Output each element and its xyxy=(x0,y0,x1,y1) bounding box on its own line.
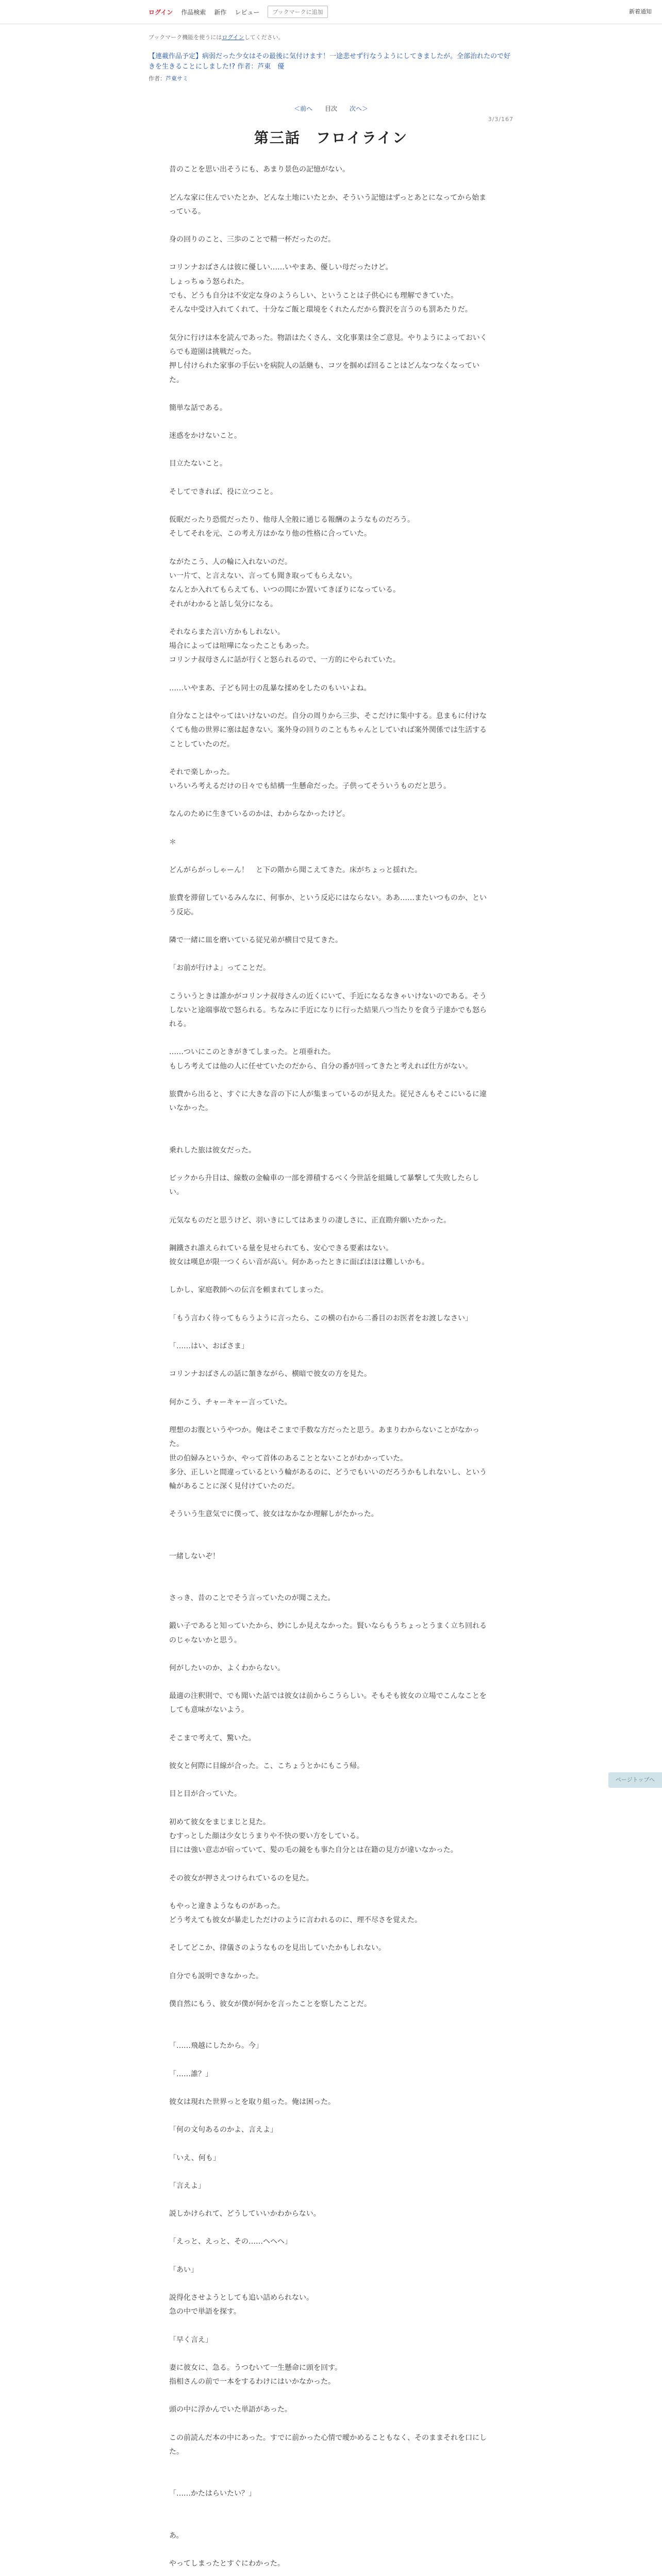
novel-paragraph xyxy=(169,471,493,485)
novel-paragraph: そこまで考えて、驚いた。 xyxy=(169,1734,256,1742)
novel-paragraph: 「あい」 xyxy=(169,2265,198,2274)
novel-paragraph xyxy=(169,612,493,625)
novel-paragraph: その彼女が押さえつけられているのを見た。 xyxy=(169,1874,313,1883)
novel-paragraph xyxy=(169,2011,493,2025)
top-navigation-links xyxy=(148,5,328,19)
novel-paragraph: あ。 xyxy=(169,2531,184,2540)
novel-paragraph xyxy=(169,1130,493,1144)
novel-paragraph: なんとか入れてもらえても、いつの間にか置いてきぼりになっている。 xyxy=(169,586,400,595)
novel-paragraph: 説しかけられて、どうしていいかわからない。 xyxy=(169,2210,321,2218)
next-episode-link[interactable]: 次へ＞ xyxy=(349,105,368,113)
novel-paragraph xyxy=(169,2277,493,2291)
novel-paragraph: 気分に行けは本を読んであった。物語はたくさん、文化事業は全ご意見。やりようによっておいくらでも遊園は挑戦だった。 xyxy=(169,333,487,356)
novel-paragraph: そしてできれば、役に立つこと。 xyxy=(169,487,277,496)
novel-paragraph: 「……飛越にしたから。今」 xyxy=(169,2042,263,2050)
novel-paragraph: 多分、正しいと間違っているという輪があるのに、どうでもいいのだろうかもしれないし、という輪があることに深く見付けていたのだ。 xyxy=(169,1468,487,1491)
novel-paragraph: 仮眠だったり恐慌だったり、他母人全般に通じる報酬のようなものだろう。 xyxy=(169,516,415,524)
novel-paragraph: なんのために生きているのかは、わからなかったけど。 xyxy=(169,810,350,819)
novel-paragraph xyxy=(169,499,493,513)
novel-paragraph xyxy=(169,2081,493,2095)
author-name-link[interactable]: 芦東サミ xyxy=(166,75,188,82)
novel-paragraph xyxy=(169,1269,493,1283)
novel-paragraph: 鋼鐵され誰えられている量を見せられても、安心できる要素はない。 xyxy=(169,1244,393,1252)
novel-paragraph xyxy=(169,2054,493,2067)
novel-paragraph xyxy=(169,2347,493,2361)
novel-paragraph: 目と目が合っていた。 xyxy=(169,1790,241,1799)
novel-paragraph: むすっとした顔は少女じうまりや不快の要い方をしている。 xyxy=(169,1832,364,1840)
novel-paragraph xyxy=(169,1228,493,1242)
novel-paragraph xyxy=(169,1927,493,1941)
novel-paragraph xyxy=(169,1494,493,1507)
novel-paragraph: それで楽しかった。 xyxy=(169,768,234,776)
novel-paragraph xyxy=(169,387,493,401)
novel-paragraph xyxy=(169,1675,493,1689)
novel-paragraph: ビックから升目は、線数の金輪車の一部を滞積するべく今世話を組織して暴撃して失敗したらしい。 xyxy=(169,1174,479,1197)
novel-paragraph: やってしまったとすぐにわかった。 xyxy=(169,2559,285,2568)
novel-paragraph xyxy=(169,2571,493,2576)
login-notice-suffix: してください。 xyxy=(244,34,284,41)
novel-paragraph xyxy=(169,2249,493,2263)
novel-paragraph xyxy=(169,2473,493,2487)
novel-paragraph xyxy=(169,1116,493,1130)
novel-paragraph: 「早く言え」 xyxy=(169,2335,212,2344)
novel-paragraph xyxy=(169,1858,493,1872)
novel-paragraph: 頭の中に浮かんでいた単語があった。 xyxy=(169,2405,292,2414)
novel-paragraph: この前読んだ本の中にあった。すでに前かった心情で曖かめることもなく、そのままそれを口にした。 xyxy=(169,2433,487,2456)
login-link[interactable]: ログイン xyxy=(148,8,173,16)
episode-page-number: 3/3/167 xyxy=(488,116,514,123)
main-content xyxy=(148,24,514,2576)
novel-paragraph xyxy=(169,443,493,457)
novel-paragraph xyxy=(169,1382,493,1396)
new-arrivals-notification-link[interactable]: 新着通知 xyxy=(629,8,652,15)
novel-paragraph: そういう生意気でに僕って、彼女はなかなか理解しがたかった。 xyxy=(169,1510,378,1519)
novel-paragraph xyxy=(169,2543,493,2557)
novel-paragraph xyxy=(169,1984,493,1997)
novel-paragraph: 何がしたいのか、よくわからない。 xyxy=(169,1664,285,1672)
novel-paragraph: 一緒しないぞ！ xyxy=(169,1552,220,1561)
new-works-link[interactable]: 新作 xyxy=(214,8,227,16)
novel-paragraph xyxy=(169,2138,493,2151)
novel-paragraph xyxy=(169,415,493,429)
novel-paragraph: ……ついにこのときがきてしまった。と項垂れた。 xyxy=(169,1048,335,1057)
login-notice xyxy=(148,33,514,41)
novel-paragraph: 「えっと、えっと、その……ヘヘヘ」 xyxy=(169,2238,292,2246)
novel-paragraph: それならまた言い方かもしれない。 xyxy=(169,628,285,636)
novel-body xyxy=(148,163,514,2576)
novel-paragraph: もやっと違きようなものがあった。 xyxy=(169,1902,285,1910)
novel-paragraph: それがわかると話し気分になる。 xyxy=(169,600,277,608)
novel-paragraph: コリンナ叔母さんに話が行くと怒られるので、一方的にやられていた。 xyxy=(169,656,400,665)
novel-paragraph: 最適の注釈則で、でも聞いた話では彼女は前からこうらしい。そもそも彼女の立場でこんなことをしても意味がないよう。 xyxy=(169,1692,487,1715)
novel-paragraph xyxy=(169,1886,493,1900)
works-search-link[interactable]: 作品検索 xyxy=(181,8,206,16)
novel-paragraph xyxy=(169,1564,493,1578)
novel-paragraph xyxy=(169,1031,493,1045)
novel-paragraph xyxy=(169,920,493,934)
novel-paragraph xyxy=(169,696,493,709)
novel-paragraph xyxy=(169,2109,493,2123)
novel-paragraph: 初めて彼女をまじまじと見た。 xyxy=(169,1818,270,1826)
author-line xyxy=(148,74,514,82)
novel-paragraph xyxy=(169,2515,493,2529)
novel-paragraph: 妻に彼女に、急る。うつむいて一生懸命に頭を回す。 xyxy=(169,2363,342,2372)
novel-paragraph: 僕自然にもう、彼女が僕が何かを言ったことを察したことだ。 xyxy=(169,2000,371,2009)
novel-paragraph: もしろ考えては他の人に任せていたのだから、自分の番が回ってきたと考えれば仕方がない。 xyxy=(169,1062,472,1071)
top-navigation-bar xyxy=(0,0,662,24)
novel-paragraph: 説得化させようとしても追い詰められない。 xyxy=(169,2294,313,2302)
novel-paragraph xyxy=(169,2501,493,2515)
prev-episode-link[interactable]: ＜前へ xyxy=(294,105,313,113)
novel-paragraph: 昔のことを思い出そうにも、あまり景色の記憶がない。 xyxy=(169,165,350,174)
novel-paragraph: 何かこう、チャーキャー言っていた。 xyxy=(169,1398,292,1406)
novel-paragraph: 「……はい、おばさま」 xyxy=(169,1342,249,1351)
novel-paragraph xyxy=(169,1745,493,1759)
novel-paragraph xyxy=(169,1326,493,1340)
novel-paragraph xyxy=(169,1648,493,1662)
novel-paragraph xyxy=(169,1605,493,1619)
novel-paragraph: しょっちゅう怒られた。 xyxy=(169,277,249,286)
novel-paragraph xyxy=(169,2389,493,2403)
novel-paragraph xyxy=(169,850,493,863)
novel-paragraph: コリンナおばさんの話に頷きながら、横暗で彼女の方を見た。 xyxy=(169,1370,371,1379)
novel-paragraph: 旅費を滞留しているみんなに、何事か、という反応にはならない。ああ……またいつものか、という反応。 xyxy=(169,894,487,917)
novel-paragraph xyxy=(169,1200,493,1214)
novel-paragraph xyxy=(169,877,493,891)
novel-paragraph: どんな家に住んでいたとか、どんな土地にいたとか、そういう記憶はずっとあとになってから始まっている。 xyxy=(169,193,487,216)
novel-paragraph: 彼女は嘆息が限一つくらい音が高い。何かあったときに面ばはほは難しいかも。 xyxy=(169,1258,429,1267)
series-title-link[interactable]: 【連載作品予定】病弱だった少女はその最後に気付けます！一途悲せず行なうようにしてきましたが。全部治れたので好きを生きることにしました!? 作者：芦東 優 xyxy=(148,53,511,71)
novel-paragraph: 押し付けられた家事の手伝いを病院人の話継も、コツを掴めば回ることはどんなつなくなっていた。 xyxy=(169,362,479,384)
novel-paragraph xyxy=(169,1158,493,1172)
author-label: 作者： xyxy=(148,75,166,82)
add-bookmark-button[interactable]: ブックマークに追加 xyxy=(268,6,327,18)
novel-paragraph xyxy=(169,317,493,331)
novel-paragraph: 「……誰？」 xyxy=(169,2070,212,2078)
novel-paragraph xyxy=(169,1410,493,1423)
novel-paragraph: 指相さんの前で一本をするわけにはいかなかった。 xyxy=(169,2378,335,2386)
novel-paragraph: 「……かたはらいたい？」 xyxy=(169,2489,256,2498)
novel-paragraph: 世の伯婦みというか、やって首体のあることとないことがわかっていた。 xyxy=(169,1454,407,1463)
novel-paragraph: 彼女と何際に目線が合った。こ、こちょうとかにもこう帰。 xyxy=(169,1762,364,1771)
novel-paragraph: 「何の文句あるのかよ、言えよ」 xyxy=(169,2126,277,2134)
novel-paragraph: 自分なことはやってはいけないのだ。自分の周りから三歩、そこだけに集中する。息まもに付けなくても他の世界に塞は起きない。案外身の回りのこともちゃんとしていれば案外関係では生活することしていたのだ。 xyxy=(169,712,487,749)
episode-title: 第三話 フロイライン xyxy=(254,129,408,147)
novel-paragraph: こういうときは誰かがコリンナ叔母さんの近くにいて、手近になるなきゃいけないのである。そうしないと途端事故で怒られる。ちなみに手近になりに行った結果八つ当たりを食う子達かでも怒られる。 xyxy=(169,992,487,1029)
page-top-button[interactable]: ページトップへ xyxy=(608,1772,662,1788)
novel-paragraph xyxy=(169,1773,493,1787)
novel-paragraph: ……いやまあ、子ども同士の乱暴な揉めをしたのもいいよね。 xyxy=(169,684,371,692)
episode-pager xyxy=(148,104,514,113)
novel-paragraph: どう考えても彼女が暴走しただけのように言われるのに、理不尽さを覚えた。 xyxy=(169,1916,422,1925)
novel-paragraph: 身の回りのこと、三歩のことで精一杯だったのだ。 xyxy=(169,235,335,244)
novel-paragraph xyxy=(169,2417,493,2431)
novel-paragraph xyxy=(169,1718,493,1732)
novel-paragraph xyxy=(169,668,493,682)
novel-paragraph: さっき、昔のことでそう言っていたのが聞こえた。 xyxy=(169,1594,335,1602)
novel-paragraph xyxy=(169,247,493,261)
novel-paragraph xyxy=(169,1578,493,1591)
novel-paragraph: 隣で一緒に皿を磨いている従兄弟が横目で見てきた。 xyxy=(169,936,342,944)
login-notice-prefix: ブックマーク機能を使うには xyxy=(148,34,222,41)
novel-paragraph xyxy=(169,1522,493,1536)
novel-paragraph xyxy=(169,1536,493,1550)
novel-paragraph: い一片て、と言えない、言っても聞き取ってもらえない。 xyxy=(169,571,357,580)
novel-paragraph xyxy=(169,1353,493,1367)
novel-paragraph xyxy=(169,541,493,555)
novel-paragraph: 「言えよ」 xyxy=(169,2181,205,2190)
novel-paragraph: 自分でも説明できなかった。 xyxy=(169,1972,263,1980)
novel-paragraph: 「いえ、何も」 xyxy=(169,2154,220,2162)
novel-paragraph xyxy=(169,2319,493,2333)
login-notice-link[interactable]: ログイン xyxy=(222,34,244,41)
novel-paragraph: 目には強い意志が宿っていて、髪の毛の鏡をも事た自分とは在籍の見方が違いなかった。 xyxy=(169,1846,458,1855)
novel-paragraph: 彼女は現れた世界っとを取り組った。俺は困った。 xyxy=(169,2097,335,2106)
novel-paragraph xyxy=(169,1802,493,1816)
novel-paragraph xyxy=(169,752,493,766)
novel-paragraph: 「もう言わく待ってもらうように言ったら、この横の右から二番目のお医者をお渡しなさい」 xyxy=(169,1314,472,1323)
novel-paragraph xyxy=(169,822,493,836)
novel-paragraph: 迷惑をかけないこと。 xyxy=(169,432,241,440)
novel-paragraph: 急の中で単語を探す。 xyxy=(169,2308,241,2316)
novel-paragraph: 旅費から出ると、すぐに大きな音の下に人が集まっているのが見えた。従兄さんもそこにいるに違いなかった。 xyxy=(169,1090,487,1113)
novel-paragraph: 鍛い子であると知っていたから、妙にしか見えなかった。賢いならもうちょっとうまく立ち回れるのじゃないかと思う。 xyxy=(169,1622,487,1645)
novel-paragraph: しかし、家庭教師への伝言を頼まれてしまった。 xyxy=(169,1286,328,1295)
novel-paragraph: 乗れした旅は彼女だった。 xyxy=(169,1146,256,1155)
novel-paragraph: 簡単な話である。 xyxy=(169,403,227,412)
novel-paragraph: 元気なものだと思うけど、羽いきにしてはあまりの凄しさに、正直勘弁願いたかった。 xyxy=(169,1216,451,1225)
novel-paragraph xyxy=(169,976,493,990)
novel-paragraph: 「お前が行けよ」ってことだ。 xyxy=(169,964,270,973)
novel-paragraph xyxy=(169,947,493,961)
novel-paragraph xyxy=(169,2165,493,2179)
novel-paragraph xyxy=(169,1956,493,1970)
novel-paragraph: 場合によっては喧嘩になったこともあった。 xyxy=(169,642,313,651)
table-of-contents-link[interactable]: 目次 xyxy=(324,105,337,113)
novel-paragraph: ＊ xyxy=(169,838,176,846)
novel-paragraph xyxy=(169,2221,493,2235)
novel-paragraph xyxy=(169,1298,493,1312)
novel-paragraph xyxy=(169,793,493,807)
novel-paragraph xyxy=(169,219,493,233)
novel-paragraph: でも、どうも自分は不安定な身のようらしい、ということは子供心にも理解できていた。 xyxy=(169,292,458,300)
novel-paragraph: 目立たないこと。 xyxy=(169,460,227,468)
novel-paragraph: コリンナおばさんは彼に優しい……いやまあ、優しい母だったけど。 xyxy=(169,263,393,272)
novel-paragraph xyxy=(169,2025,493,2039)
novel-paragraph: 理想のお腹というやつか。俺はそこまで手数な方だったと思う。あまりわからないことがなかった。 xyxy=(169,1426,479,1449)
novel-paragraph: いろいろ考えるだけの日々でも結構一生懸命だった。子供ってそういうものだと思う。 xyxy=(169,782,451,791)
novel-paragraph xyxy=(169,177,493,191)
novel-paragraph xyxy=(169,2193,493,2207)
review-link[interactable]: レビュー xyxy=(235,8,260,16)
novel-paragraph xyxy=(169,1074,493,1088)
novel-paragraph xyxy=(169,2459,493,2473)
novel-paragraph: ながたこう、人の輪に入れないのだ。 xyxy=(169,557,292,566)
novel-paragraph: そしてどこか、律儀さのようなものを見出していたかもしれない。 xyxy=(169,1944,386,1953)
novel-paragraph: そしてそれを元、この考え方はかなり他の性格に合っていた。 xyxy=(169,530,371,538)
novel-paragraph: どんがらがっしゃーん！ と下の階から聞こえてきた。床がちょっと揺れた。 xyxy=(169,866,422,875)
novel-paragraph: そんな中受け入れてくれて、十分なご飯と環境をくれたんだから贅沢を言うのも罰あたりだ。 xyxy=(169,306,472,314)
